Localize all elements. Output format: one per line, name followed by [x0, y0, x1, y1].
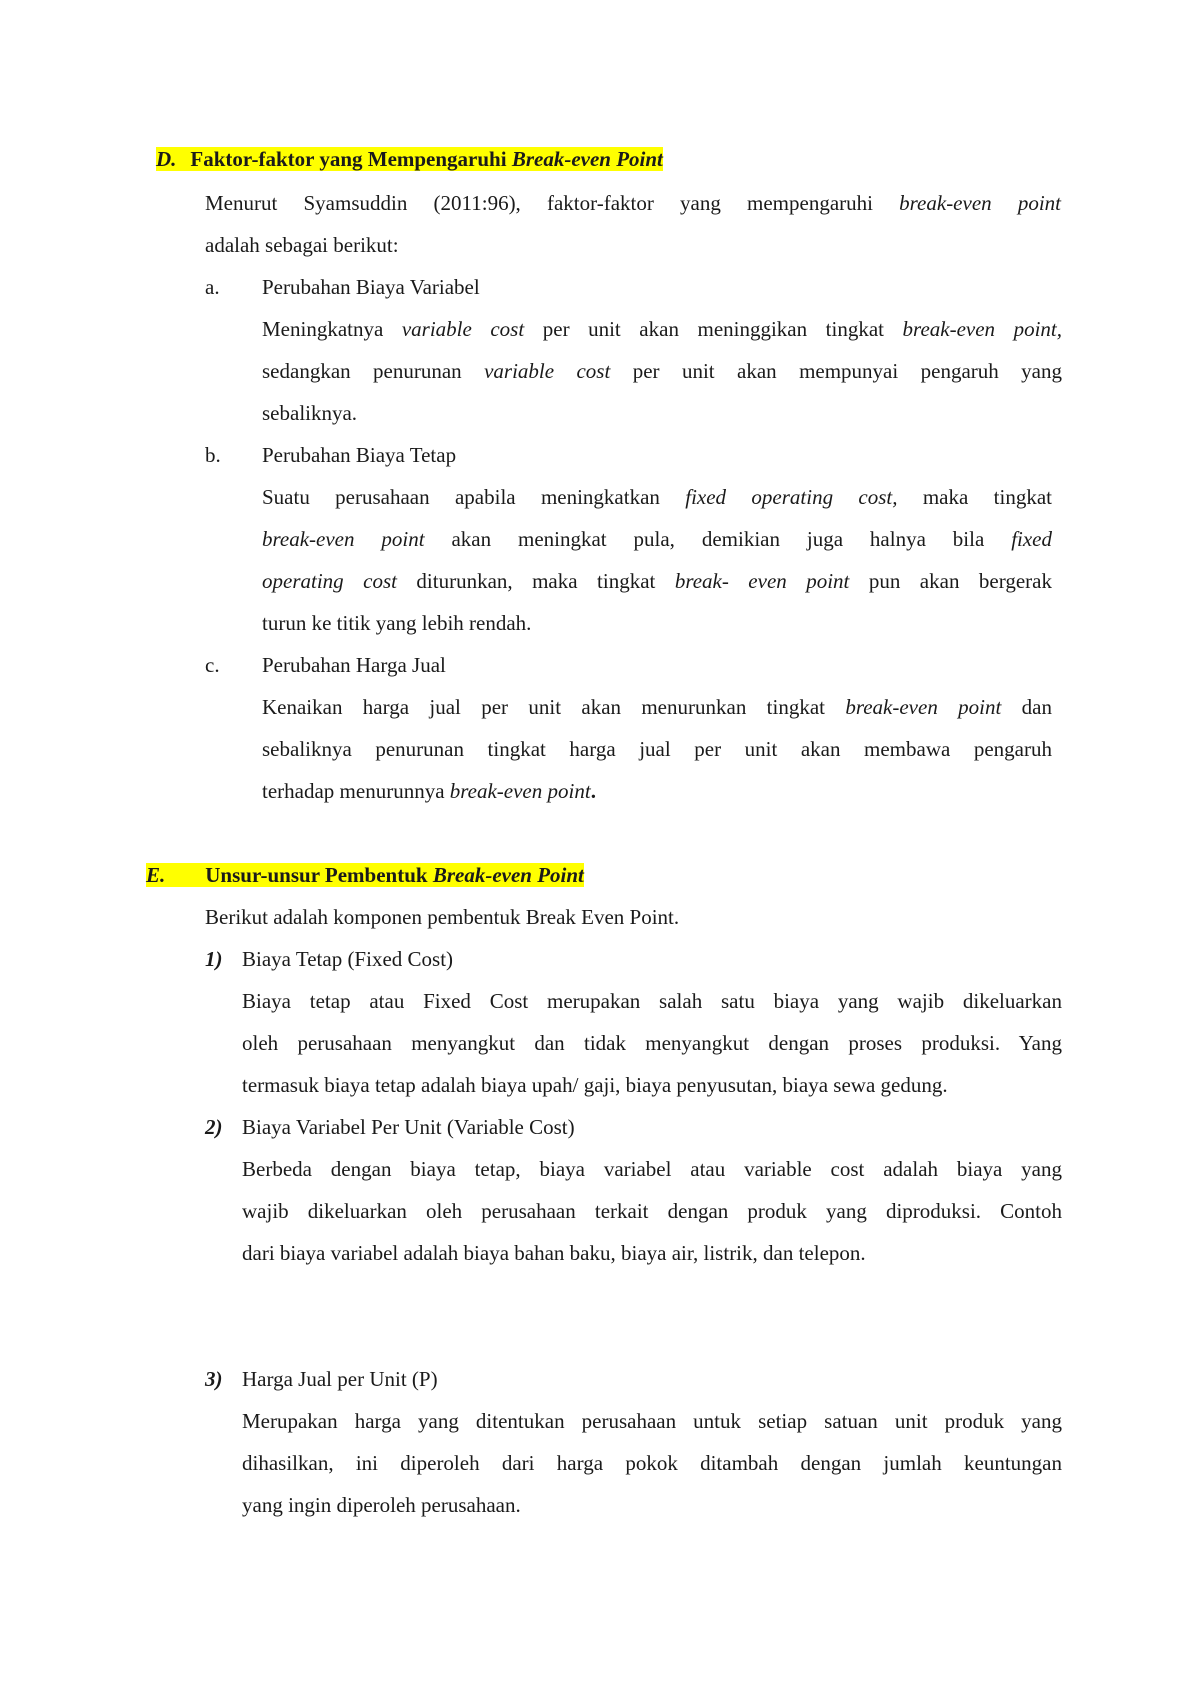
item-1-line-1: Biaya tetap atau Fixed Cost merupakan salah satu biaya yang wajib dikeluarkan	[242, 989, 1062, 1013]
item-3-line-3: yang ingin diperoleh perusahaan.	[242, 1493, 521, 1517]
section-d-letter: D.	[156, 147, 177, 171]
section-e-heading	[146, 862, 584, 888]
item-3-marker: 3)	[205, 1367, 223, 1391]
item-3-line-1: Merupakan harga yang ditentukan perusahaan untuk setiap satuan unit produk yang	[242, 1409, 1062, 1433]
item-1-line-2: oleh perusahaan menyangkut dan tidak menyangkut dengan proses produksi. Yang	[242, 1031, 1062, 1055]
section-d-intro-line-1: Menurut Syamsuddin (2011:96), faktor-faktor yang mempengaruhi break-even point	[205, 191, 1061, 215]
item-b-marker: b.	[205, 443, 221, 467]
item-b-line-1: Suatu perusahaan apabila meningkatkan fixed operating cost, maka tingkat	[262, 485, 1052, 509]
section-e-intro: Berikut adalah komponen pembentuk Break Even Point.	[205, 905, 680, 929]
item-a-marker: a.	[205, 275, 220, 299]
section-d-title: Faktor-faktor yang Mempengaruhi	[190, 147, 512, 171]
item-c-heading: Perubahan Harga Jual	[262, 653, 446, 677]
section-d-heading	[156, 146, 663, 172]
item-3-line-2: dihasilkan, ini diperoleh dari harga pokok ditambah dengan jumlah keuntungan	[242, 1451, 1062, 1475]
section-e-letter: E.	[146, 863, 166, 887]
item-1-marker: 1)	[205, 947, 223, 971]
item-b-line-4: turun ke titik yang lebih rendah.	[262, 611, 532, 635]
item-a-line-1: Meningkatnya variable cost per unit akan meninggikan tingkat break-even point,	[262, 317, 1062, 341]
section-d-intro-line-2: adalah sebagai berikut:	[205, 233, 399, 257]
item-2-heading: Biaya Variabel Per Unit (Variable Cost)	[242, 1115, 575, 1139]
section-d-title-italic: Break-even Point	[511, 147, 663, 171]
item-a-line-3: sebaliknya.	[262, 401, 358, 425]
item-2-marker: 2)	[205, 1115, 223, 1139]
section-e-title: Unsur-unsur Pembentuk	[205, 863, 433, 887]
item-c-line-3: terhadap menurunnya break-even point.	[262, 779, 596, 803]
item-c-line-1: Kenaikan harga jual per unit akan menurunkan tingkat break-even point dan	[262, 695, 1052, 719]
item-c-marker: c.	[205, 653, 220, 677]
item-b-line-3: operating cost diturunkan, maka tingkat break- even point pun akan bergerak	[262, 569, 1052, 593]
item-2-line-3: dari biaya variabel adalah biaya bahan baku, biaya air, listrik, dan telepon.	[242, 1241, 866, 1265]
item-a-heading: Perubahan Biaya Variabel	[262, 275, 480, 299]
item-1-line-3: termasuk biaya tetap adalah biaya upah/ gaji, biaya penyusutan, biaya sewa gedung.	[242, 1073, 948, 1097]
item-2-line-2: wajib dikeluarkan oleh perusahaan terkait dengan produk yang diproduksi. Contoh	[242, 1199, 1062, 1223]
item-a-line-2: sedangkan penurunan variable cost per unit akan mempunyai pengaruh yang	[262, 359, 1062, 383]
item-3-heading: Harga Jual per Unit (P)	[242, 1367, 438, 1391]
item-2-line-1: Berbeda dengan biaya tetap, biaya variabel atau variable cost adalah biaya yang	[242, 1157, 1062, 1181]
section-e-highlight	[146, 863, 584, 887]
section-e-title-italic: Break-even Point	[432, 863, 584, 887]
item-c-line-2: sebaliknya penurunan tingkat harga jual per unit akan membawa pengaruh	[262, 737, 1052, 761]
item-b-heading: Perubahan Biaya Tetap	[262, 443, 457, 467]
item-1-heading: Biaya Tetap (Fixed Cost)	[242, 947, 454, 971]
item-b-line-2: break-even point akan meningkat pula, demikian juga halnya bila fixed	[262, 527, 1052, 551]
section-d-highlight	[156, 147, 663, 171]
